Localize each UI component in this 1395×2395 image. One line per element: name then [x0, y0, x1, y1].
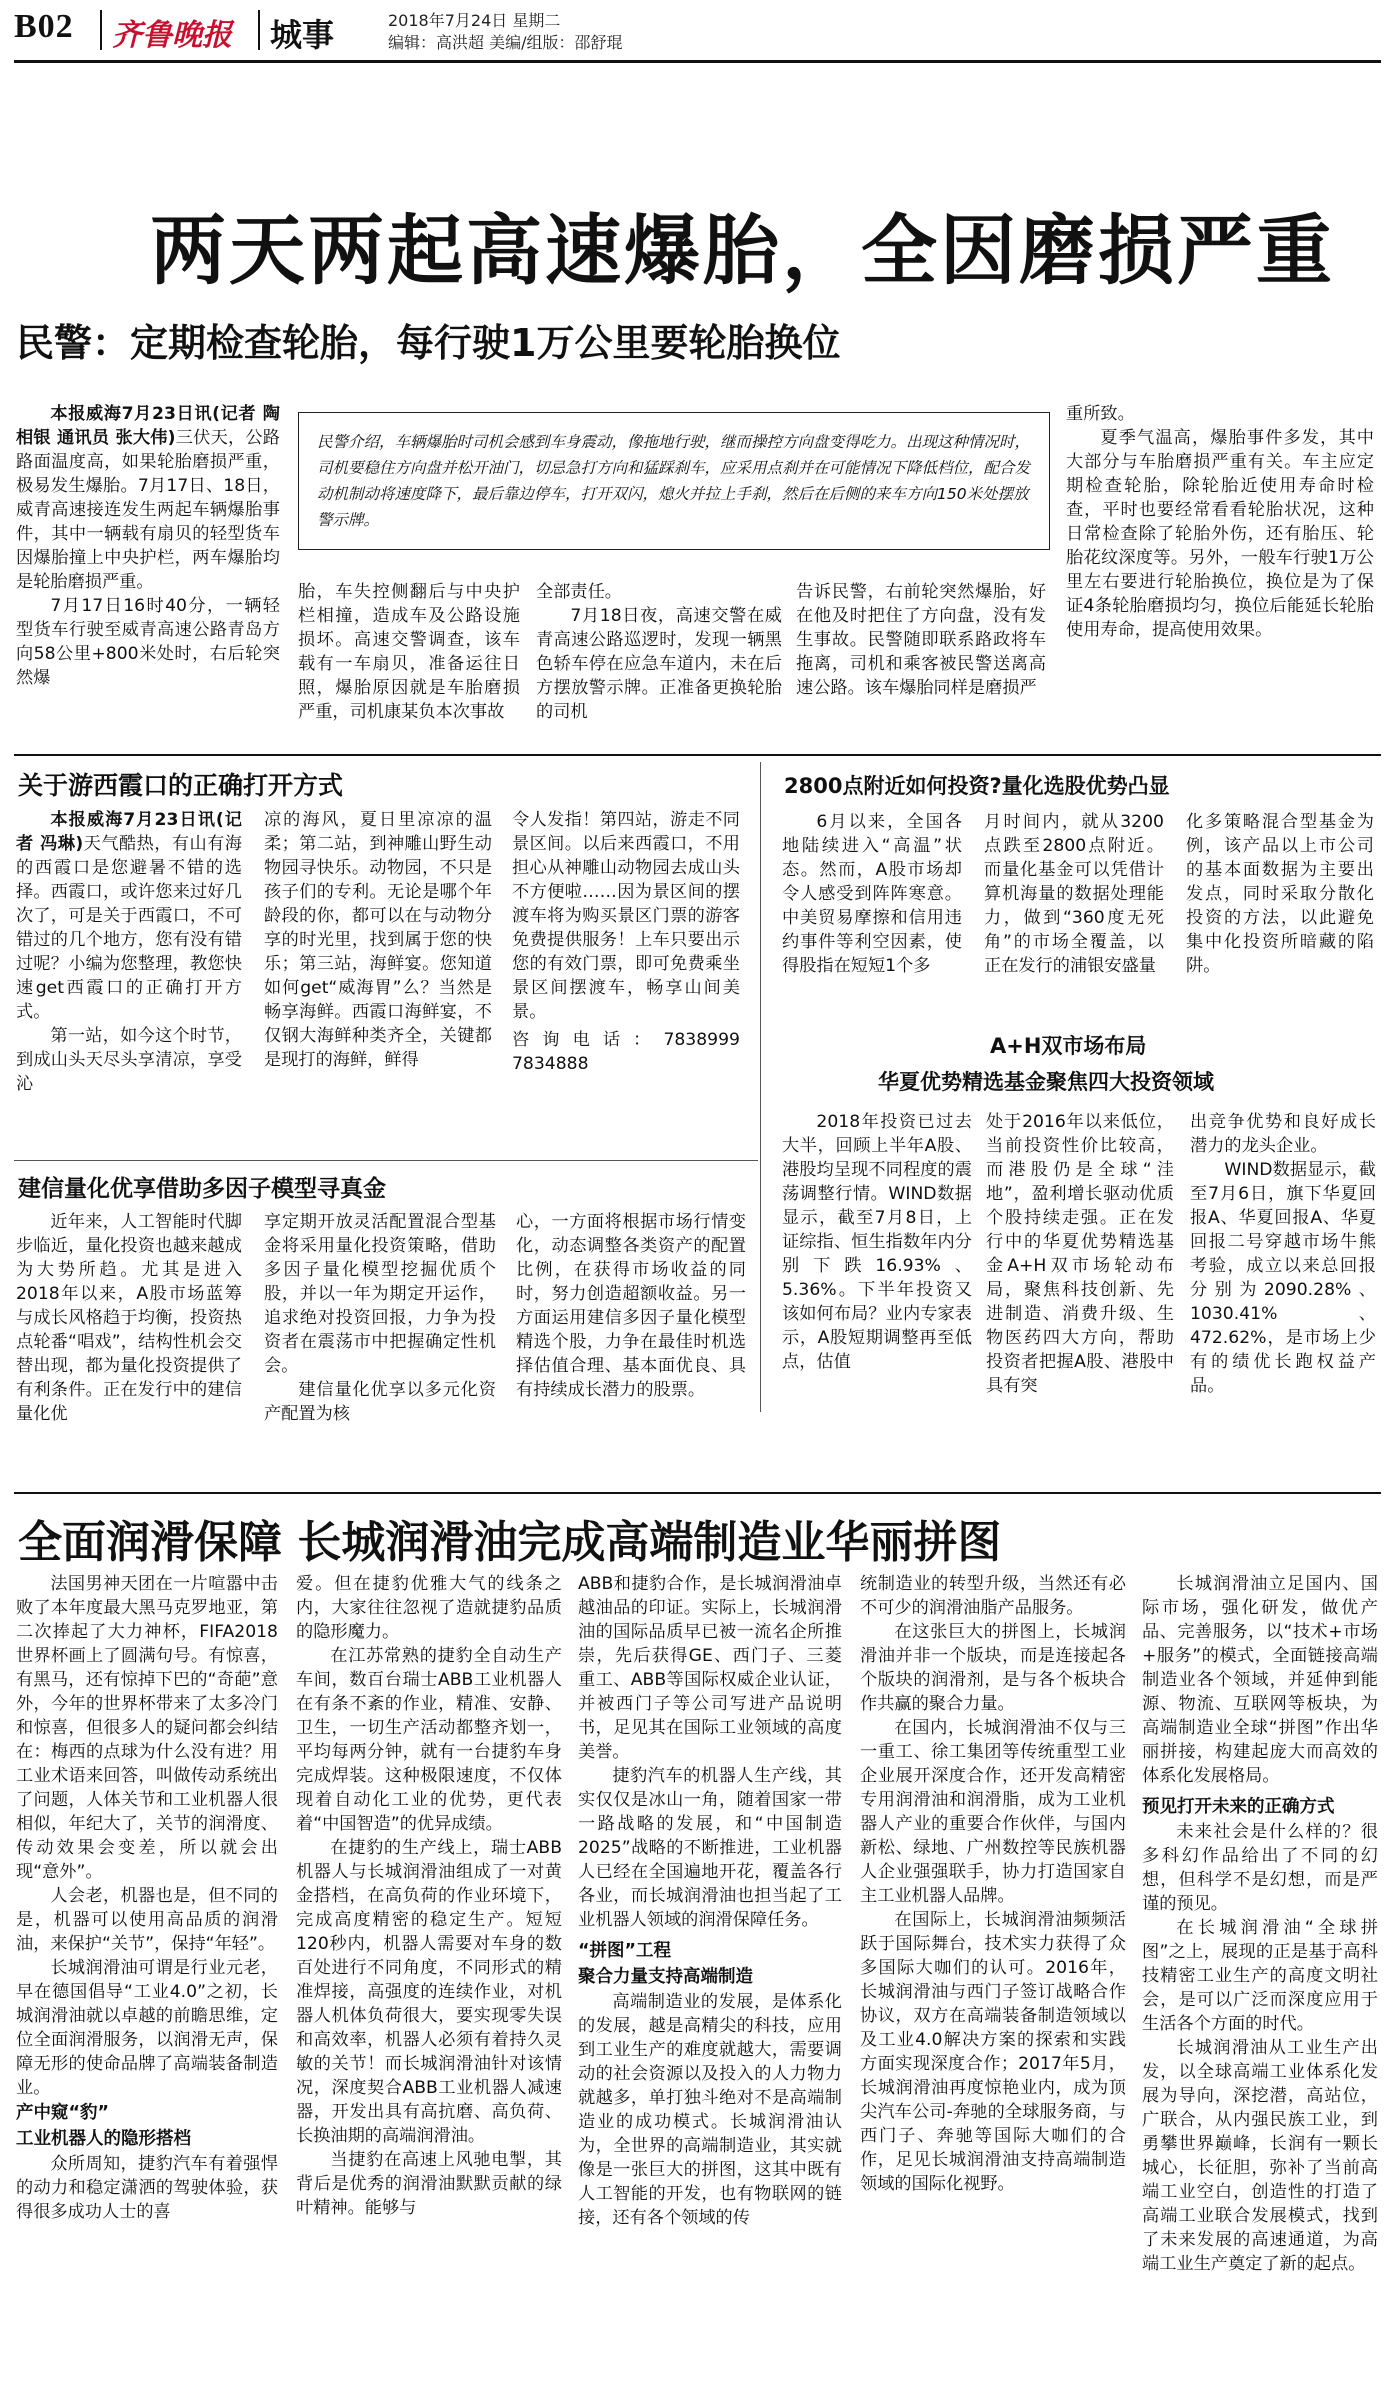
xiakou-col-2	[264, 808, 492, 1152]
greatwall-text: 高端制造业的发展，是体系化的发展，越是高精尖的科技，应用到工业生产的难度就越大，需要调动的社会资源以及投入的人力物力就越多，单打独斗绝对不是高端制造业的成功模式。长城润滑油认为，全世界的高端制造业，其实就像是一张巨大的拼图，这其中既有人工智能的开发，也有物联网的链接，还有各个领域的传	[578, 1992, 842, 2228]
point2800-col-2	[984, 810, 1164, 1020]
header-divider	[258, 10, 260, 50]
lead-text: 7月18日夜，高速交警在威青高速公路巡逻时，发现一辆黑色轿车停在应急车道内，未在后方摆放警示牌。正准备更换轮胎的司机	[536, 606, 782, 722]
point2800-col-3	[1186, 810, 1374, 1020]
point2800-text: 月时间内，就从3200点跌至2800点附近。而量化基金可以凭借计算机海量的数据处理能力，做到“360度无死角”的市场全覆盖，以正在发行的浦银安盛量	[984, 812, 1164, 976]
section-rule	[14, 754, 1381, 756]
ah-col-3	[1190, 1110, 1376, 1482]
point2800-text: 6月以来，全国各地陆续进入“高温”状态。然而，A股市场却令人感受到阵阵寒意。中美贸易摩擦和信用违约事件等利空因素，使得股指在短短1个多	[782, 812, 962, 976]
greatwall-text: 在捷豹的生产线上，瑞士ABB机器人与长城润滑油组成了一对黄金搭档，在高负荷的作业环境下，完成高度精密的稳定生产。短短120秒内，机器人需要对车身的数百处进行不同角度，不同形式的精准焊接，高强度的连续作业，对机器人机体负荷很大，要实现零失误和高效率，机器人必须有着持久灵敏的关节！而长城润滑油针对该情况，深度契合ABB工业机器人减速器，开发出具有高抗磨、高负荷、长换油期的高端润滑油。	[296, 1838, 562, 2146]
quant-col-2	[264, 1210, 496, 1482]
greatwall-text: 长城润滑油从工业生产出发，以全球高端工业体系化发展为导向，深挖潜，高站位，广联合，从内强民族工业，到勇攀世界巅峰，长润有一颗长城心，长征胆，弥补了当前高端工业空白，创造性的打造了高端工业联合发展模式，找到了未来发展的高速通道，为高端工业生产奠定了新的起点。	[1142, 2038, 1378, 2274]
greatwall-col-5	[1142, 1572, 1378, 2384]
greatwall-col-4	[860, 1572, 1126, 2384]
section-name: 城事	[270, 16, 335, 54]
lead-text: 7月17日16时40分，一辆轻型货车行驶至威青高速公路青岛方向58公里+800米处时，右后轮突然爆	[16, 596, 280, 688]
greatwall-text: 当捷豹在高速上风驰电掣，其背后是优秀的润滑油默默贡献的绿叶精神。能够与	[296, 2150, 562, 2218]
quant-text: 心，一方面将根据市场行情变化，动态调整各类资产的配置比例，在获得市场收益的同时，努力创造超额收益。另一方面运用建信多因子量化模型精选个股，力争在最佳时机选择估值合理、基本面优良、具有持续成长潜力的股票。	[516, 1212, 746, 1400]
greatwall-col-1	[16, 1572, 278, 2384]
header-rule	[14, 60, 1381, 63]
date-line: 2018年7月24日 星期二	[388, 11, 561, 30]
lead-col-1	[16, 402, 280, 742]
lead-text: 重所致。	[1066, 404, 1135, 424]
greatwall-text: 在这张巨大的拼图上，长城润滑油并非一个版块，而是连接起各个版块的润滑剂，是与各个板块合作共赢的聚合力量。	[860, 1622, 1126, 1714]
greatwall-text: 法国男神天团在一片喧嚣中击败了本年度最大黑马克罗地亚，第二次捧起了大力神杯，FIFA2018世界杯画上了圆满句号。有惊喜，有黑马，还有惊掉下巴的“奇葩”意外，今年的世界杯带来了太多冷门和惊喜，但很多人的疑问都会纠结在：梅西的点球为什么没有进？用工业术语来回答，叫做传动系统出了问题，人体关节和工业机器人很相似，年纪大了，关节的润滑度、传动效果会变差，所以就会出现“意外”。	[16, 1574, 278, 1882]
newspaper-logo: 齐鲁晚报	[112, 18, 232, 53]
greatwall-text: 未来社会是什么样的？很多科幻作品给出了不同的幻想，但科学不是幻想，而是严谨的预见。	[1142, 1822, 1378, 1914]
greatwall-text: 人会老，机器也是，但不同的是，机器可以使用高品质的润滑油，来保护“关节”，保持“年轻”。	[16, 1886, 278, 1954]
xiakou-title: 关于游西霞口的正确打开方式	[18, 771, 344, 800]
greatwall-text: 在长城润滑油“全球拼图”之上，展现的正是基于高科技精密工业生产的高度文明社会，是可以广泛而深度应用于生活各个方面的时代。	[1142, 1918, 1378, 2034]
quant-text: 近年来，人工智能时代脚步临近，量化投资也越来越成为大势所趋。尤其是进入2018年以来，A股市场蓝筹与成长风格趋于均衡，投资热点轮番“唱戏”，结构性机会交替出现，都为量化投资提供了有利条件。正在发行中的建信量化优	[16, 1212, 242, 1424]
xiakou-text: 天气酷热，有山有海的西霞口是您避暑不错的选择。西霞口，或许您来过好几次了，可是关于西霞口，不可错过的几个地方，您有没有错过呢？小编为您整理，教您快速get西霞口的正确打开方式。	[16, 834, 242, 1022]
quant-col-3	[516, 1210, 746, 1482]
greatwall-title: 全面润滑保障 长城润滑油完成高端制造业华丽拼图	[18, 1517, 1002, 1568]
greatwall-text: 长城润滑油立足国内、国际市场，强化研发，做优产品、完善服务，以“技术+市场+服务”的模式，全面链接高端制造业各个领域，并延伸到能源、物流、互联网等板块，为高端制造业全球“拼图”作出华丽拼接，构建起庞大而高效的体系化发展格局。	[1142, 1574, 1378, 1786]
header-meta	[388, 10, 622, 54]
greatwall-subhead: “拼图”工程	[578, 1941, 672, 1961]
ah-text: WIND数据显示，截至7月6日，旗下华夏回报A、华夏回报A、华夏回报二号穿越市场牛熊考验，成立以来总回报分别为2090.28%、1030.41%、472.62%，是市场上少有的绩优长跑权益产品。	[1190, 1160, 1376, 1396]
ah-col-1	[782, 1110, 972, 1482]
greatwall-subhead: 产中窥“豹”	[16, 2103, 110, 2123]
lead-text: 胎，车失控侧翻后与中央护栏相撞，造成车及公路设施损坏。高速交警调查，该车载有一车扇贝，准备运往日照，爆胎原因就是车胎磨损严重，司机康某负本次事故	[298, 582, 520, 722]
ah-title: A+H双市场布局	[990, 1034, 1147, 1058]
point2800-title: 2800点附近如何投资?量化选股优势凸显	[784, 774, 1170, 798]
section-rule	[14, 1160, 758, 1161]
xiakou-text: 凉的海风，夏日里凉凉的温柔；第二站，到神雕山野生动物园寻快乐。动物园，不只是孩子们的专利。无论是哪个年龄段的你，都可以在与动物分享的时光里，找到属于您的快乐；第三站，海鲜宴。您知道如何get“威海胃”么？当然是畅享海鲜。西霞口海鲜宴，不仅钢大海鲜种类齐全，关键都是现打的海鲜，鲜得	[264, 810, 492, 1070]
ah-col-2	[986, 1110, 1174, 1482]
quant-text: 享定期开放灵活配置混合型基金将采用量化投资策略，借助多因子量化模型挖掘优质个股，并以一年为期定开运作，追求绝对投资回报，力争为投资者在震荡市中把握确定性机会。	[264, 1212, 496, 1376]
section-rule	[14, 1492, 1381, 1494]
lead-dateline: 本报威海7月23日讯(记者 陶相银 通讯员 张大伟)	[16, 404, 280, 448]
greatwall-text: 在国内，长城润滑油不仅与三一重工、徐工集团等传统重型工业企业展开深度合作，还开发高精密专用润滑油和润滑脂，成为工业机器人产业的重要合作伙伴，与国内新松、绿地、广州数控等民族机器人企业强强联手，协力打造国家自主工业机器人品牌。	[860, 1718, 1126, 1906]
xiakou-dateline: 本报威海7月23日讯(记者 冯琳)	[16, 810, 242, 854]
ah-text: 处于2016年以来低位，当前投资性价比较高，而港股仍是全球“洼地”，盈利增长驱动优质个股持续走强。正在发行中的华夏优势精选基金A+H双市场轮动布局，聚焦科技创新、先进制造、消费升级、生物医药四大方向，帮助投资者把握A股、港股中具有突	[986, 1112, 1174, 1396]
lead-col-5	[1066, 402, 1374, 742]
staff-line: 编辑：高洪超 美编/组版：邵舒琨	[388, 33, 623, 52]
greatwall-text: 在江苏常熟的捷豹全自动生产车间，数百台瑞士ABB工业机器人在有条不紊的作业，精准、安静、卫生，一切生产活动都整齐划一，平均每两分钟，就有一台捷豹车身完成焊装。这种极限速度，不仅体现着自动化工业的优势，更代表着“中国智造”的优异成绩。	[296, 1646, 562, 1834]
greatwall-col-3	[578, 1572, 842, 2384]
quant-col-1	[16, 1210, 242, 1482]
greatwall-text: 众所周知，捷豹汽车有着强悍的动力和稳定潇洒的驾驶体验，获得很多成功人士的喜	[16, 2154, 278, 2222]
xiakou-text: 第一站，如今这个时节，到成山头天尽头享清凉，享受沁	[16, 1026, 242, 1094]
column-divider	[760, 762, 761, 1412]
ah-text: 2018年投资已过去大半，回顾上半年A股、港股均呈现不同程度的震荡调整行情。WIND数据显示，截至7月8日，上证综指、恒生指数年内分别下跌16.93%、5.36%。下半年投资又该如何布局？业内专家表示，A股短期调整再至低点，估值	[782, 1112, 972, 1372]
greatwall-subhead: 聚合力量支持高端制造	[578, 1967, 753, 1987]
photo-caption: 民警介绍，车辆爆胎时司机会感到车身震动，像拖地行驶，继而操控方向盘变得吃力。出现这种情况时，司机要稳住方向盘并松开油门，切忌急打方向和猛踩刹车，应采用点刹并在可能情况下降低档位，配合发动机制动将速度降下，最后靠边停车，打开双闪，熄火并拉上手刹，然后在后侧的来车方向150米处摆放警示牌。	[298, 412, 1050, 550]
lead-col-3	[536, 580, 782, 742]
greatwall-subhead: 工业机器人的隐形搭档	[16, 2129, 191, 2149]
xiakou-col-1	[16, 808, 242, 1152]
point2800-text: 化多策略混合型基金为例，该产品以上市公司的基本面数据为主要出发点，同时采取分散化投资的方法，以此避免集中化投资所暗藏的陷阱。	[1186, 812, 1374, 976]
greatwall-text: ABB和捷豹合作，是长城润滑油卓越油品的印证。实际上，长城润滑油的国际品质早已被一流名企所推崇，先后获得GE、西门子、三菱重工、ABB等国际权威企业认证，并被西门子等公司写进产品说明书，足见其在国际工业领域的高度美誉。	[578, 1574, 842, 1762]
lead-text: 全部责任。	[536, 582, 622, 602]
greatwall-text: 长城润滑油可谓是行业元老，早在德国倡导“工业4.0”之初，长城润滑油就以卓越的前瞻思维，定位全面润滑服务，以润滑无声，保障无形的使命品牌了高端装备制造业。	[16, 1958, 278, 2098]
greatwall-text: 爱。但在捷豹优雅大气的线条之内，大家往往忽视了造就捷豹品质的隐形魔力。	[296, 1574, 562, 1642]
xiakou-phone: 咨询电话：7838999 7834888	[512, 1030, 740, 1074]
lead-headline: 两天两起高速爆胎，全因磨损严重	[150, 206, 1335, 295]
greatwall-text: 统制造业的转型升级，当然还有必不可少的润滑油脂产品服务。	[860, 1574, 1126, 1618]
lead-subhead: 民警：定期检查轮胎，每行驶1万公里要轮胎换位	[16, 321, 841, 365]
header-divider	[100, 10, 102, 50]
point2800-col-1	[782, 810, 962, 1020]
ah-text: 出竞争优势和良好成长潜力的龙头企业。	[1190, 1112, 1376, 1156]
lead-text: 告诉民警，右前轮突然爆胎，好在他及时把住了方向盘，没有发生事故。民警随即联系路政将车拖离，司机和乘客被民警送离高速公路。该车爆胎同样是磨损严	[796, 582, 1046, 698]
lead-col-4	[796, 580, 1046, 742]
page-code: B02	[14, 8, 74, 45]
quant-text: 建信量化优享以多元化资产配置为核	[264, 1380, 496, 1424]
ah-subtitle: 华夏优势精选基金聚焦四大投资领域	[878, 1070, 1214, 1094]
xiakou-col-3	[512, 808, 740, 1152]
greatwall-text: 在国际上，长城润滑油频频活跃于国际舞台，技术实力获得了众多国际大咖们的认可。2016年，长城润滑油与西门子签订战略合作协议，双方在高端装备制造领域以及工业4.0解决方案的探索和实践方面实现深度合作；2017年5月，长城润滑油再度惊艳业内，成为顶尖汽车公司-奔驰的全球服务商，与西门子、奔驰等国际大咖们的合作，足见长城润滑油支持高端制造领域的国际化视野。	[860, 1910, 1126, 2194]
quant-title: 建信量化优享借助多因子模型寻真金	[18, 1176, 386, 1202]
greatwall-subhead: 预见打开未来的正确方式	[1142, 1797, 1335, 1817]
lead-col-2	[298, 580, 520, 742]
xiakou-text: 令人发指！第四站，游走不同景区间。以后来西霞口，不用担心从神雕山动物园去成山头不方便啦……因为景区间的摆渡车将为购买景区门票的游客免费提供服务！上车只要出示您的有效门票，即可免费乘坐景区间摆渡车，畅享山间美景。	[512, 810, 740, 1022]
greatwall-col-2	[296, 1572, 562, 2384]
lead-text: 三伏天，公路路面温度高，如果轮胎磨损严重，极易发生爆胎。7月17日、18日，威青高速接连发生两起车辆爆胎事件，其中一辆载有扇贝的轻型货车因爆胎撞上中央护栏，两车爆胎均是轮胎磨损严重。	[16, 428, 280, 592]
greatwall-text: 捷豹汽车的机器人生产线，其实仅仅是冰山一角，随着国家一带一路战略的发展，和“中国制造2025”战略的不断推进，工业机器人已经在全国遍地开花，覆盖各行各业，而长城润滑油也担当起了工业机器人领域的润滑保障任务。	[578, 1766, 842, 1930]
lead-text: 夏季气温高，爆胎事件多发，其中大部分与车胎磨损严重有关。车主应定期检查轮胎，除轮胎近使用寿命时检查，平时也要经常看看轮胎状况，这种日常检查除了轮胎外伤，还有胎压、轮胎花纹深度等。另外，一般车行驶1万公里左右要进行轮胎换位，换位是为了保证4条轮胎磨损均匀，换位后能延长轮胎使用寿命，提高使用效果。	[1066, 428, 1374, 640]
